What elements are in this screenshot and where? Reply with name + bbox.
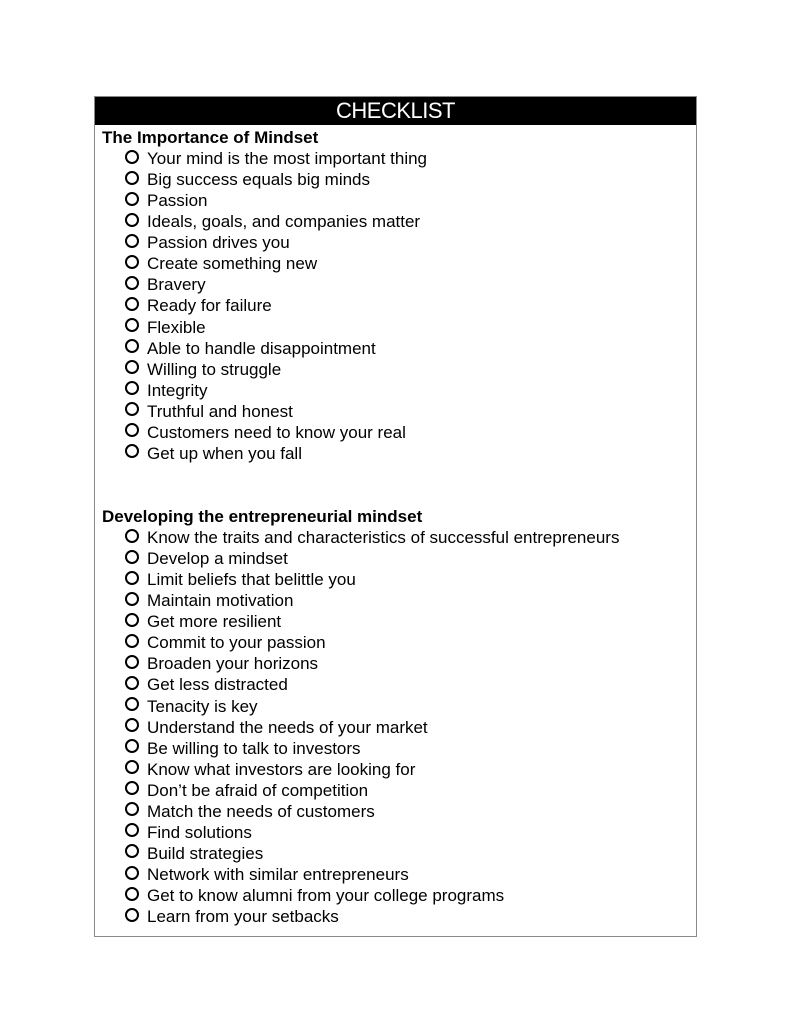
checkbox-circle-icon[interactable] [125, 760, 139, 774]
checkbox-circle-icon[interactable] [125, 676, 139, 690]
checkbox-circle-icon[interactable] [125, 381, 139, 395]
checkbox-circle-icon[interactable] [125, 802, 139, 816]
checklist-item[interactable]: Get up when you fall [125, 443, 427, 464]
checkbox-circle-icon[interactable] [125, 276, 139, 290]
checklist-item[interactable]: Maintain motivation [125, 590, 619, 611]
checkbox-circle-icon[interactable] [125, 781, 139, 795]
checklist-item[interactable]: Passion [125, 190, 427, 211]
checklist-item[interactable]: Understand the needs of your market [125, 717, 619, 738]
checklist-title: CHECKLIST [95, 97, 696, 125]
checklist-item[interactable]: Match the needs of customers [125, 801, 619, 822]
checkbox-circle-icon[interactable] [125, 823, 139, 837]
checklist-item[interactable]: Integrity [125, 380, 427, 401]
checkbox-circle-icon[interactable] [125, 171, 139, 185]
checklist-item[interactable]: Limit beliefs that belittle you [125, 569, 619, 590]
checkbox-circle-icon[interactable] [125, 255, 139, 269]
checklist-section-1 [125, 148, 427, 464]
checkbox-circle-icon[interactable] [125, 718, 139, 732]
checklist-item[interactable]: Broaden your horizons [125, 653, 619, 674]
checkbox-circle-icon[interactable] [125, 423, 139, 437]
checklist-item[interactable]: Don’t be afraid of competition [125, 780, 619, 801]
checkbox-circle-icon[interactable] [125, 592, 139, 606]
checklist-item[interactable]: Customers need to know your real [125, 422, 427, 443]
checkbox-circle-icon[interactable] [125, 634, 139, 648]
checklist-item[interactable]: Get less distracted [125, 674, 619, 695]
checklist-item[interactable]: Tenacity is key [125, 696, 619, 717]
checklist-item[interactable]: Know what investors are looking for [125, 759, 619, 780]
checklist-item[interactable]: Get more resilient [125, 611, 619, 632]
checkbox-circle-icon[interactable] [125, 234, 139, 248]
checklist-item[interactable]: Create something new [125, 253, 427, 274]
checklist-item[interactable]: Know the traits and characteristics of successful entrepreneurs [125, 527, 619, 548]
checkbox-circle-icon[interactable] [125, 908, 139, 922]
checklist-item[interactable]: Commit to your passion [125, 632, 619, 653]
checklist-item[interactable]: Your mind is the most important thing [125, 148, 427, 169]
checkbox-circle-icon[interactable] [125, 529, 139, 543]
checklist-item[interactable]: Find solutions [125, 822, 619, 843]
checklist-item[interactable]: Bravery [125, 274, 427, 295]
checklist-box [94, 96, 697, 937]
checkbox-circle-icon[interactable] [125, 887, 139, 901]
checklist-item[interactable]: Truthful and honest [125, 401, 427, 422]
checklist-item[interactable]: Passion drives you [125, 232, 427, 253]
checkbox-circle-icon[interactable] [125, 655, 139, 669]
checklist-item[interactable]: Able to handle disappointment [125, 338, 427, 359]
checkbox-circle-icon[interactable] [125, 360, 139, 374]
checkbox-circle-icon[interactable] [125, 402, 139, 416]
checkbox-circle-icon[interactable] [125, 444, 139, 458]
checkbox-circle-icon[interactable] [125, 697, 139, 711]
checkbox-circle-icon[interactable] [125, 318, 139, 332]
checkbox-circle-icon[interactable] [125, 571, 139, 585]
checkbox-circle-icon[interactable] [125, 613, 139, 627]
checkbox-circle-icon[interactable] [125, 866, 139, 880]
checklist-item[interactable]: Ready for failure [125, 295, 427, 316]
checklist-section-2 [125, 527, 619, 927]
checkbox-circle-icon[interactable] [125, 192, 139, 206]
checkbox-circle-icon[interactable] [125, 339, 139, 353]
checklist-item[interactable]: Willing to struggle [125, 359, 427, 380]
checklist-item[interactable]: Be willing to talk to investors [125, 738, 619, 759]
checklist-item[interactable]: Develop a mindset [125, 548, 619, 569]
checklist-item[interactable]: Get to know alumni from your college programs [125, 885, 619, 906]
checkbox-circle-icon[interactable] [125, 297, 139, 311]
checklist-item[interactable]: Big success equals big minds [125, 169, 427, 190]
checklist-item[interactable]: Ideals, goals, and companies matter [125, 211, 427, 232]
section-heading-developing-mindset: Developing the entrepreneurial mindset [102, 507, 423, 526]
checklist-item[interactable]: Build strategies [125, 843, 619, 864]
section-heading-importance-of-mindset: The Importance of Mindset [102, 128, 319, 147]
checkbox-circle-icon[interactable] [125, 739, 139, 753]
checklist-item[interactable]: Network with similar entrepreneurs [125, 864, 619, 885]
checklist-item[interactable]: Learn from your setbacks [125, 906, 619, 927]
checklist-item[interactable]: Flexible [125, 317, 427, 338]
checkbox-circle-icon[interactable] [125, 844, 139, 858]
checkbox-circle-icon[interactable] [125, 550, 139, 564]
checkbox-circle-icon[interactable] [125, 213, 139, 227]
checkbox-circle-icon[interactable] [125, 150, 139, 164]
